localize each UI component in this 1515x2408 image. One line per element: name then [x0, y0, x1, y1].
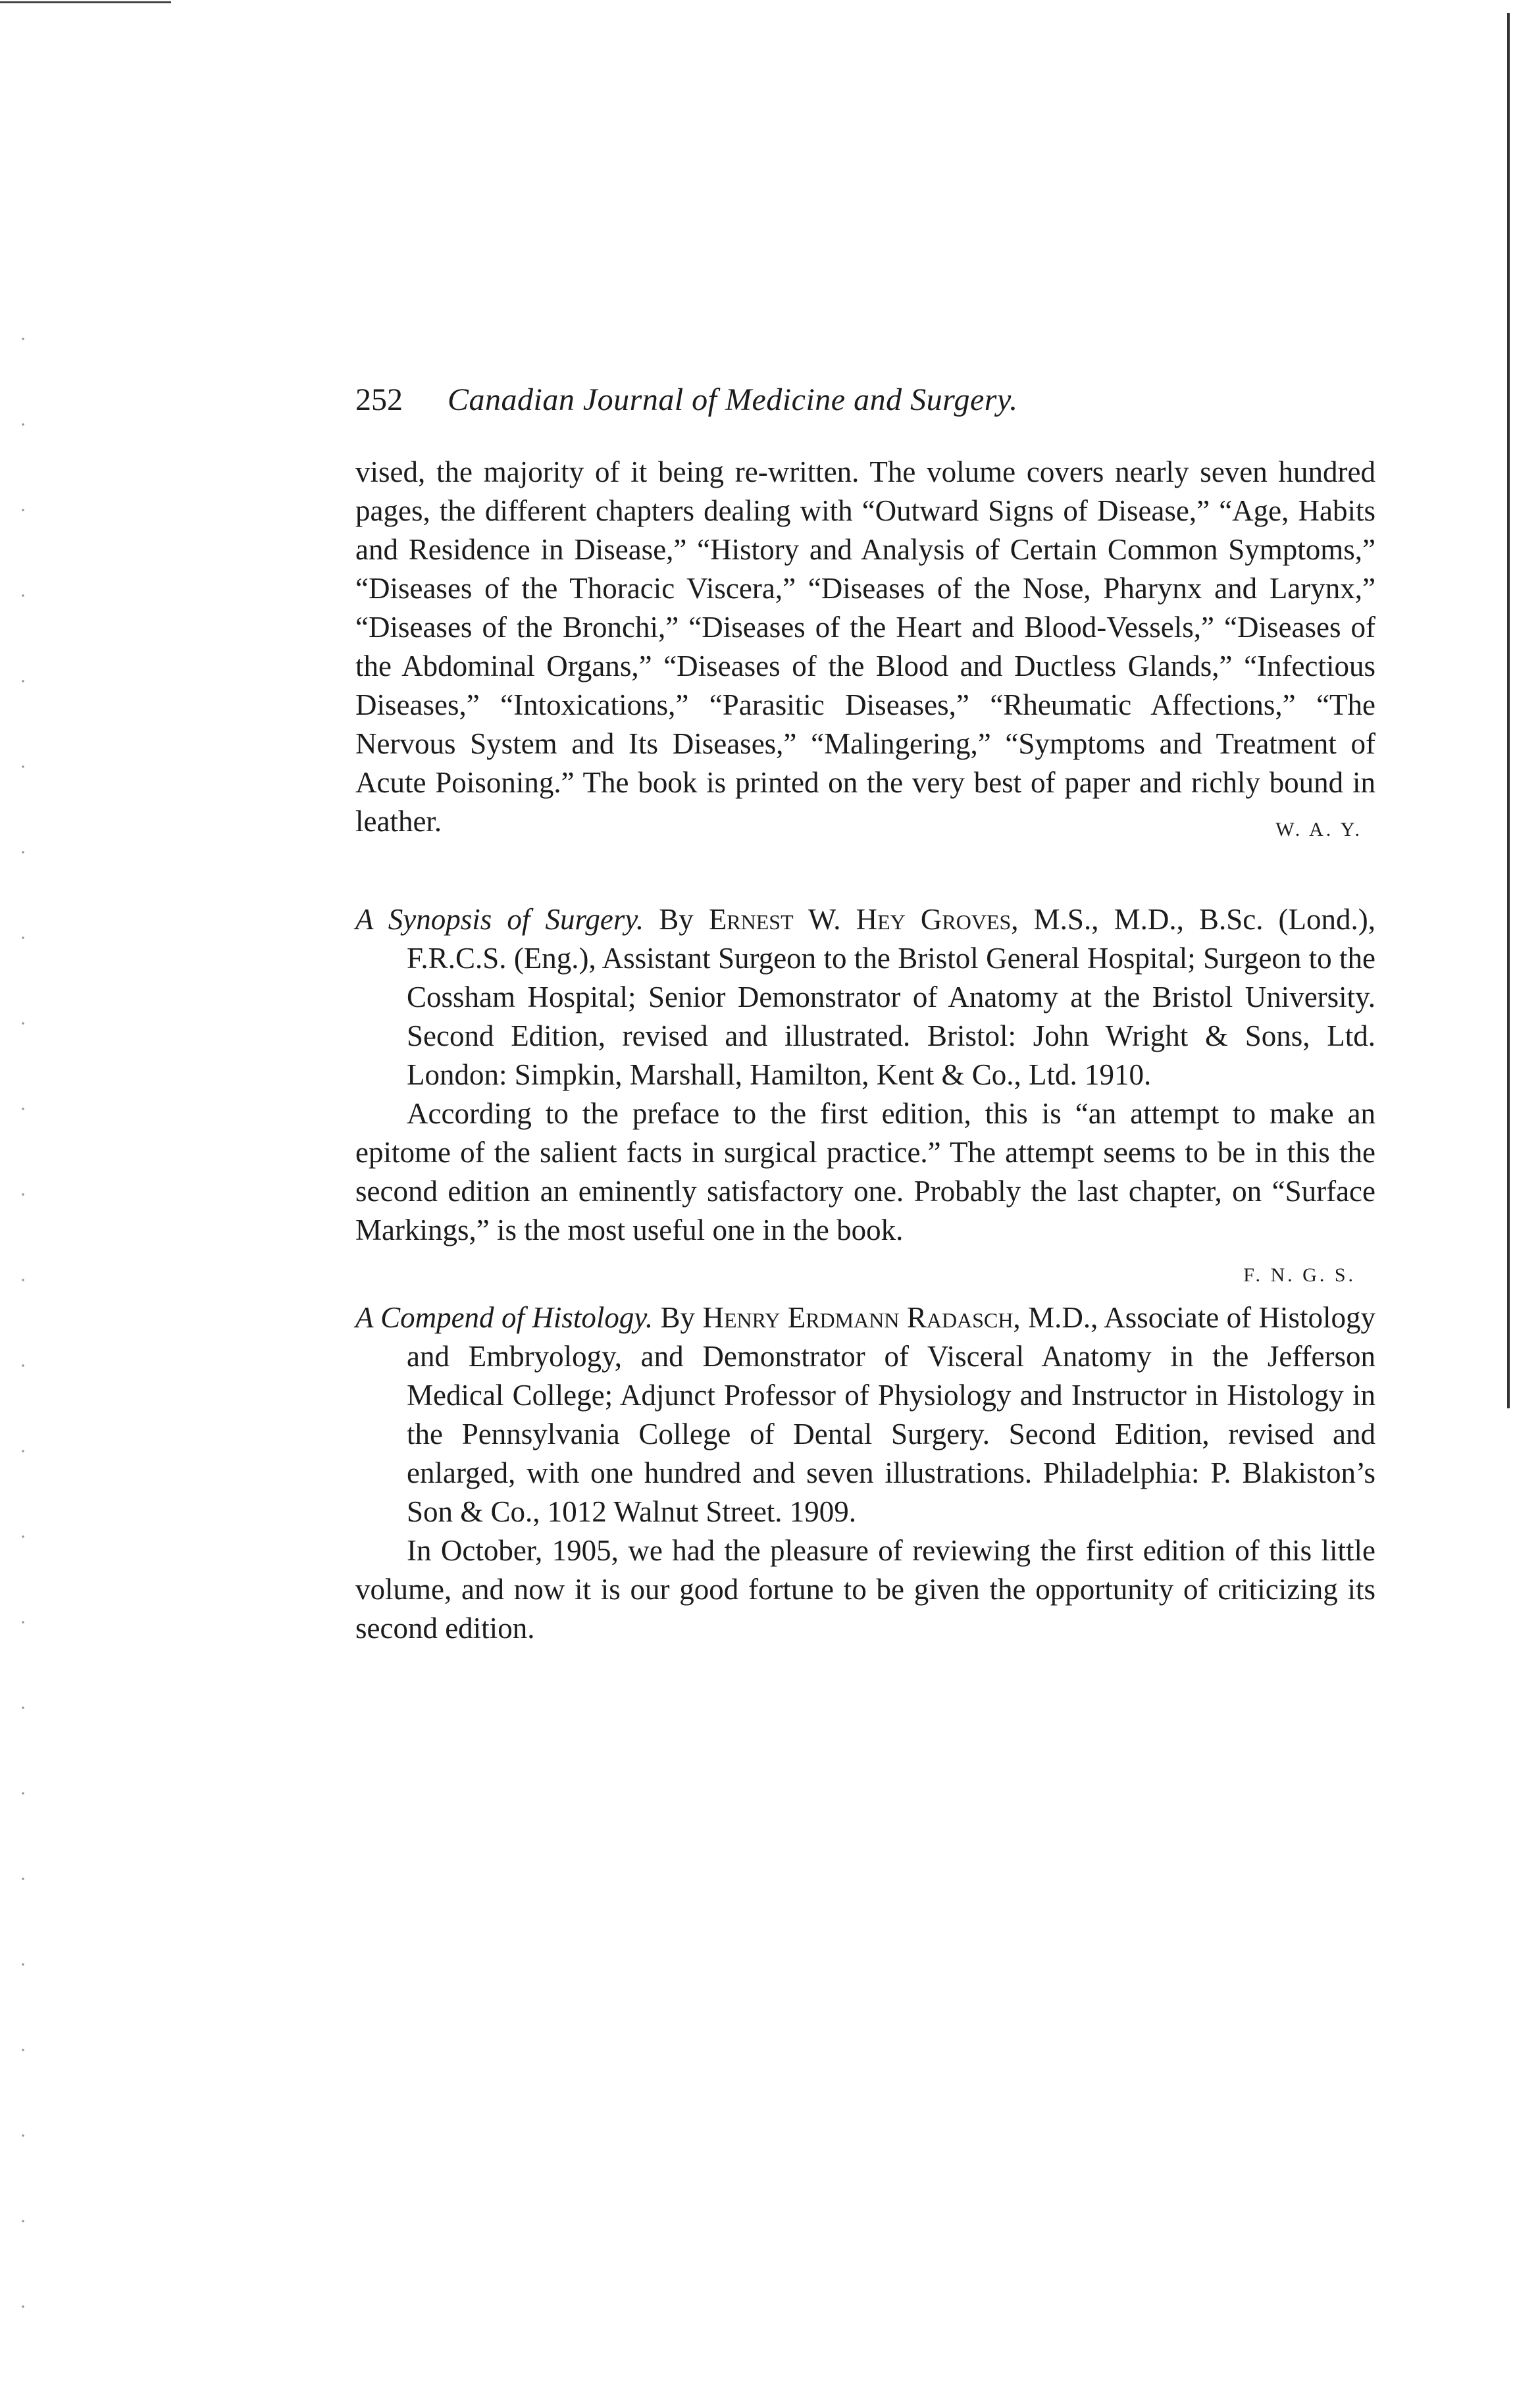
review-compend-of-histology: In October, 1905, we had the pleasure of reviewing the first edition of this little volume, and now it is our good fortune to be given the opportunity of criticizing its second edition.	[355, 1534, 1375, 1645]
right-page-edge	[1507, 13, 1510, 1408]
left-margin-specks	[13, 296, 33, 2336]
page-content	[355, 382, 1375, 1648]
book-author: Henry Erdmann Radasch,	[702, 1301, 1021, 1334]
book-entry-compend-of-histology	[355, 1298, 1375, 1648]
review-signature-way: W. A. Y.	[1275, 819, 1362, 840]
citation-compend-of-histology	[355, 1298, 1375, 1531]
by-word: By	[660, 1301, 696, 1334]
running-head	[355, 382, 1375, 428]
review-synopsis-of-surgery: According to the preface to the first edition, this is “an attempt to make an epitome of the salient facts in surgical practice.” The attempt seems to be in this the second edition an eminently satisfactory one. Probably the last chapter, on “Surface Markings,” is the most useful one in the book.	[355, 1097, 1375, 1246]
review-continued-text	[355, 453, 1375, 841]
review-continued-body: vised, the majority of it being re-written. The volume covers nearly seven hundred pages, the different chapters dealing with “Outward Signs of Disease,” “Age, Habits and Residence in Disease,” “History and Analysis of Certain Common Symptoms,” “Diseases of the Thoracic Viscera,” “Diseases of the Nose, Pharynx and Larynx,” “Diseases of the Bronchi,” “Diseases of the Heart and Blood-Vessels,” “Diseases of the Abdominal Organs,” “Diseases of the Blood and Ductless Glands,” “Infectious Diseases,” “Intoxications,” “Parasitic Diseases,” “Rheumatic Affections,” “The Nervous System and Its Diseases,” “Malingering,” “Symptoms and Treatment of Acute Poisoning.” The book is printed on the very best of paper and richly bound in leather.	[355, 455, 1375, 838]
book-details: M.D., Associate of Histology and Embryology, and Demonstrator of Visceral Anatomy in the Jefferson Medical College; Adjunct Professor of Physiology and Instructor in Histology in the Pennsylvania College of Dental Surgery. Second Edition, revised and enlarged, with one hundred and seven illustrations. Philadelphia: P. Blakiston’s Son & Co., 1012 Walnut Street. 1909.	[407, 1301, 1376, 1528]
book-title: A Synopsis of Surgery.	[355, 903, 644, 936]
by-word: By	[659, 903, 694, 936]
top-edge-rule	[0, 1, 171, 3]
citation-synopsis-of-surgery	[355, 900, 1375, 1094]
book-entry-synopsis-of-surgery	[355, 900, 1375, 1287]
review-signature-fngs: F. N. G. S.	[1243, 1264, 1356, 1286]
page-number: 252	[355, 382, 403, 417]
book-details: M.S., M.D., B.Sc. (Lond.), F.R.C.S. (Eng.), Assistant Surgeon to the Bristol General Hospital; Surgeon to the Cossham Hospital; Senior Demonstrator of Anatomy at the Bristol University. Second Edition, revised and illustrated. Bristol: John Wright & Sons, Ltd. London: Simpkin, Marshall, Hamilton, Kent & Co., Ltd. 1910.	[407, 903, 1376, 1091]
book-author: Ernest W. Hey Groves,	[708, 903, 1019, 936]
journal-title: Canadian Journal of Medicine and Surgery.	[448, 382, 1018, 417]
review-continued	[355, 453, 1375, 841]
book-title: A Compend of Histology.	[355, 1301, 654, 1334]
